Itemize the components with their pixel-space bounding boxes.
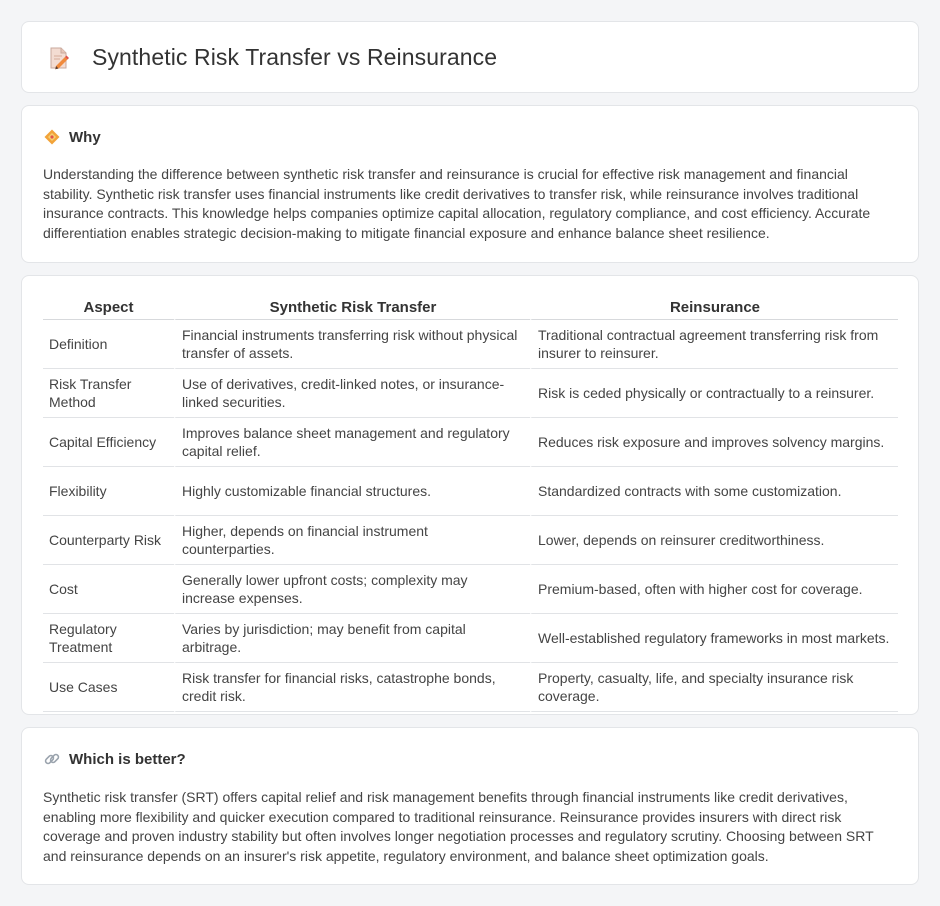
which-better-section <box>21 727 919 885</box>
cell-synthetic: Risk transfer for financial risks, catastrophe bonds, credit risk. <box>174 663 530 712</box>
link-icon <box>43 750 61 768</box>
title-card <box>21 21 919 93</box>
cell-synthetic: Highly customizable financial structures. <box>174 467 530 516</box>
cell-aspect: Capital Efficiency <box>43 418 174 467</box>
comparison-section <box>21 275 919 715</box>
header-reinsurance: Reinsurance <box>530 296 898 320</box>
cell-aspect: Regulatory Treatment <box>43 614 174 663</box>
better-heading: Which is better? <box>69 750 186 768</box>
table-row <box>43 467 898 516</box>
table-row <box>43 614 898 663</box>
cell-reinsurance: Reduces risk exposure and improves solvency margins. <box>530 418 898 467</box>
cell-reinsurance: Well-established regulatory frameworks in most markets. <box>530 614 898 663</box>
cell-synthetic: Higher, depends on financial instrument counterparties. <box>174 516 530 565</box>
cell-synthetic: Financial instruments transferring risk without physical transfer of assets. <box>174 320 530 369</box>
cell-synthetic: Improves balance sheet management and regulatory capital relief. <box>174 418 530 467</box>
cell-reinsurance: Traditional contractual agreement transferring risk from insurer to reinsurer. <box>530 320 898 369</box>
why-text: Understanding the difference between synthetic risk transfer and reinsurance is crucial for effective risk management and financial stability. Synthetic risk transfer uses financial instruments like credit derivatives to transfer risk, while reinsurance involves traditional insurance contracts. This knowledge helps companies optimize capital allocation, regulatory compliance, and cost efficiency. Accurate differentiation enables strategic decision-making to mitigate financial exposure and enhance balance sheet resilience. <box>43 166 871 241</box>
document-pencil-icon <box>48 45 70 71</box>
cell-synthetic: Use of derivatives, credit-linked notes, or insurance-linked securities. <box>174 369 530 418</box>
table-header-row <box>43 296 898 320</box>
page-header <box>48 44 497 71</box>
diamond-icon <box>43 128 61 146</box>
table-row <box>43 369 898 418</box>
better-text: Synthetic risk transfer (SRT) offers capital relief and risk management benefits through financial instruments like credit derivatives, enabling more flexibility and quicker execution compared to traditional reinsurance. Reinsurance provides insurers with direct risk coverage and proven industry stability but often involves longer negotiation processes and regulatory scrutiny. Choosing between SRT and reinsurance depends on an insurer's risk appetite, regulatory environment, and balance sheet optimization goals. <box>43 789 874 864</box>
comparison-table <box>43 296 898 712</box>
table-row <box>43 320 898 369</box>
cell-reinsurance: Standardized contracts with some customization. <box>530 467 898 516</box>
cell-synthetic: Generally lower upfront costs; complexity may increase expenses. <box>174 565 530 614</box>
why-section <box>21 105 919 263</box>
table-row <box>43 418 898 467</box>
page-title: Synthetic Risk Transfer vs Reinsurance <box>92 44 498 70</box>
better-header <box>43 750 186 768</box>
header-synthetic: Synthetic Risk Transfer <box>174 296 530 320</box>
table-row <box>43 663 898 712</box>
cell-aspect: Counterparty Risk <box>43 516 174 565</box>
cell-reinsurance: Property, casualty, life, and specialty insurance risk coverage. <box>530 663 898 712</box>
cell-aspect: Cost <box>43 565 174 614</box>
cell-reinsurance: Premium-based, often with higher cost for coverage. <box>530 565 898 614</box>
cell-aspect: Flexibility <box>43 467 174 516</box>
cell-reinsurance: Lower, depends on reinsurer creditworthiness. <box>530 516 898 565</box>
cell-aspect: Risk Transfer Method <box>43 369 174 418</box>
cell-synthetic: Varies by jurisdiction; may benefit from capital arbitrage. <box>174 614 530 663</box>
cell-aspect: Use Cases <box>43 663 174 712</box>
table-row <box>43 516 898 565</box>
why-header <box>43 128 101 146</box>
cell-aspect: Definition <box>43 320 174 369</box>
cell-reinsurance: Risk is ceded physically or contractually to a reinsurer. <box>530 369 898 418</box>
header-aspect: Aspect <box>43 296 174 320</box>
why-heading: Why <box>69 128 101 146</box>
table-row <box>43 565 898 614</box>
